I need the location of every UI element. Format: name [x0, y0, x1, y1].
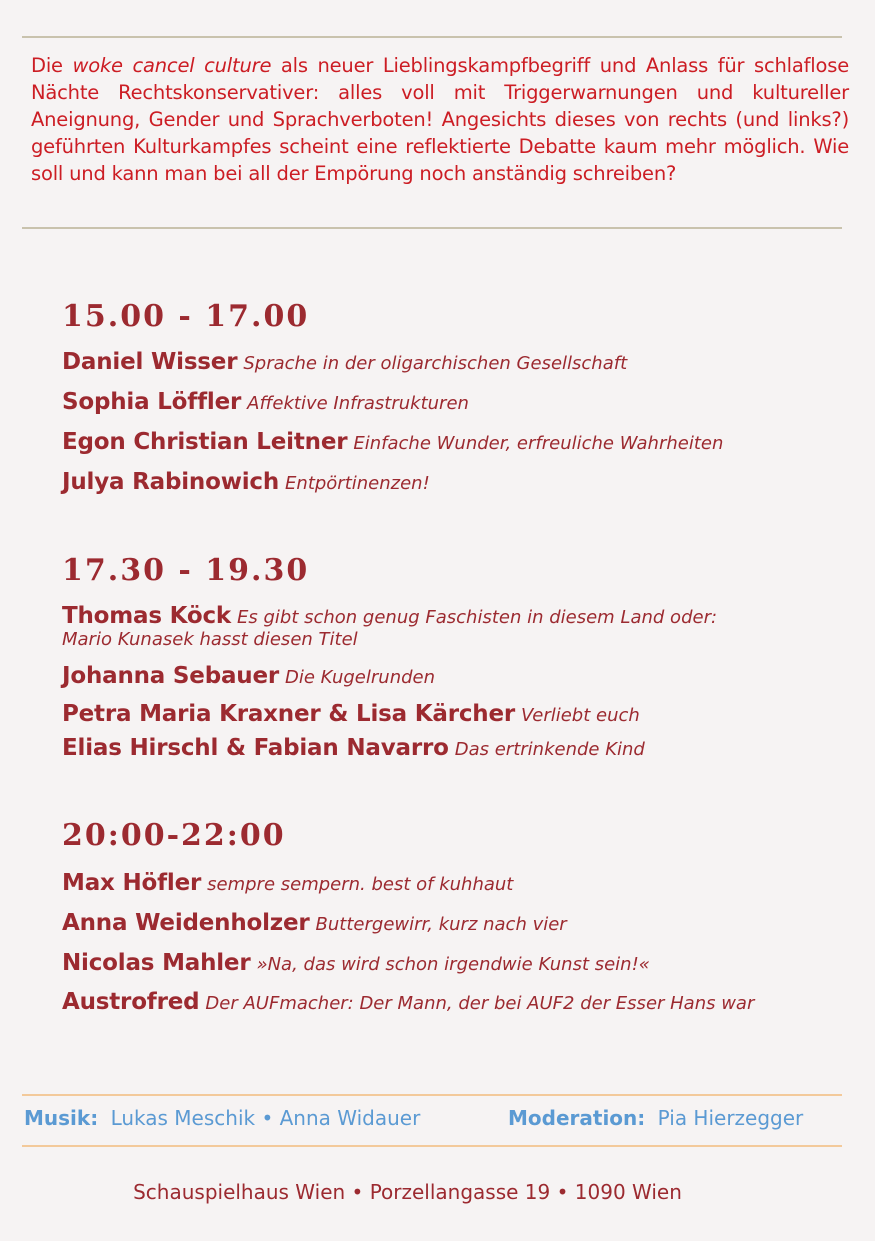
music-value: Lukas Meschik • Anna Widauer	[110, 1106, 421, 1130]
author-name: Julya Rabinowich	[62, 469, 280, 495]
program-entry	[62, 389, 852, 415]
venue-address: Schauspielhaus Wien • Porzellangasse 19 • 1090 Wien	[133, 1180, 682, 1204]
program-entry	[62, 950, 852, 976]
program-entry	[62, 735, 852, 761]
time-slot-1: 15.00 - 17.00	[62, 299, 310, 334]
moderation-value: Pia Hierzegger	[657, 1106, 804, 1130]
footer-top-divider	[22, 1094, 842, 1096]
program-entry	[62, 701, 852, 727]
reading-title: »Na, das wird schon irgendwie Kunst sein!«	[256, 954, 650, 975]
author-name: Sophia Löffler	[62, 389, 242, 415]
credits-row	[24, 1106, 844, 1130]
author-name: Anna Weidenholzer	[62, 910, 310, 936]
reading-title: Verliebt euch	[521, 705, 640, 726]
intro-text-start: Die	[31, 54, 73, 77]
author-name: Nicolas Mahler	[62, 950, 251, 976]
author-name: Johanna Sebauer	[62, 663, 279, 689]
program-entry	[62, 989, 852, 1015]
footer-bottom-divider	[22, 1145, 842, 1147]
reading-title: Entpörtinenzen!	[285, 473, 430, 494]
reading-title: Die Kugelrunden	[285, 667, 436, 688]
program-entry	[62, 663, 852, 689]
time-slot-2: 17.30 - 19.30	[62, 553, 310, 588]
reading-title: Das ertrinkende Kind	[454, 739, 645, 760]
program-entry	[62, 603, 852, 651]
author-name: Austrofred	[62, 989, 200, 1015]
intro-emphasis: woke cancel culture	[72, 54, 272, 77]
author-name: Egon Christian Leitner	[62, 429, 348, 455]
program-entry	[62, 870, 852, 896]
top-divider	[22, 36, 842, 38]
moderation-label: Moderation:	[508, 1106, 646, 1130]
reading-title: Buttergewirr, kurz nach vier	[315, 914, 567, 935]
time-slot-3: 20:00-22:00	[62, 818, 286, 853]
program-entry	[62, 910, 852, 936]
reading-title-line2: Mario Kunasek hasst diesen Titel	[62, 629, 358, 650]
reading-title: Der AUFmacher: Der Mann, der bei AUF2 der Esser Hans war	[205, 993, 755, 1014]
reading-title: Sprache in der oligarchischen Gesellschaft	[243, 353, 628, 374]
intro-bottom-divider	[22, 227, 842, 229]
reading-title: Einfache Wunder, erfreuliche Wahrheiten	[353, 433, 724, 454]
program-entry	[62, 469, 852, 495]
reading-title: sempre sempern. best of kuhhaut	[207, 874, 514, 895]
intro-text-rest: als neuer Lieblingskampfbegriff und Anlass für schlaflose Nächte Rechtskonservativer: alles voll mit Triggerwarnungen und kultureller Aneignung, Gender und Sprachverboten! Angesichts dieses von rechts (und links?) geführten Kulturkampfes scheint eine reflektierte Debatte kaum mehr möglich. Wie soll und kann man bei all der Empörung noch anständig schreiben?	[31, 54, 849, 185]
author-name: Max Höfler	[62, 870, 202, 896]
reading-title: Es gibt schon genug Faschisten in diesem Land oder:	[237, 607, 718, 628]
author-name: Daniel Wisser	[62, 349, 238, 375]
author-name: Thomas Köck	[62, 603, 231, 629]
music-label: Musik:	[24, 1106, 99, 1130]
program-entry	[62, 429, 852, 455]
intro-paragraph	[31, 52, 849, 187]
moderation-credit	[508, 1106, 803, 1130]
author-name: Petra Maria Kraxner & Lisa Kärcher	[62, 701, 515, 727]
program-entry	[62, 349, 852, 375]
reading-title: Affektive Infrastrukturen	[247, 393, 469, 414]
author-name: Elias Hirschl & Fabian Navarro	[62, 735, 449, 761]
